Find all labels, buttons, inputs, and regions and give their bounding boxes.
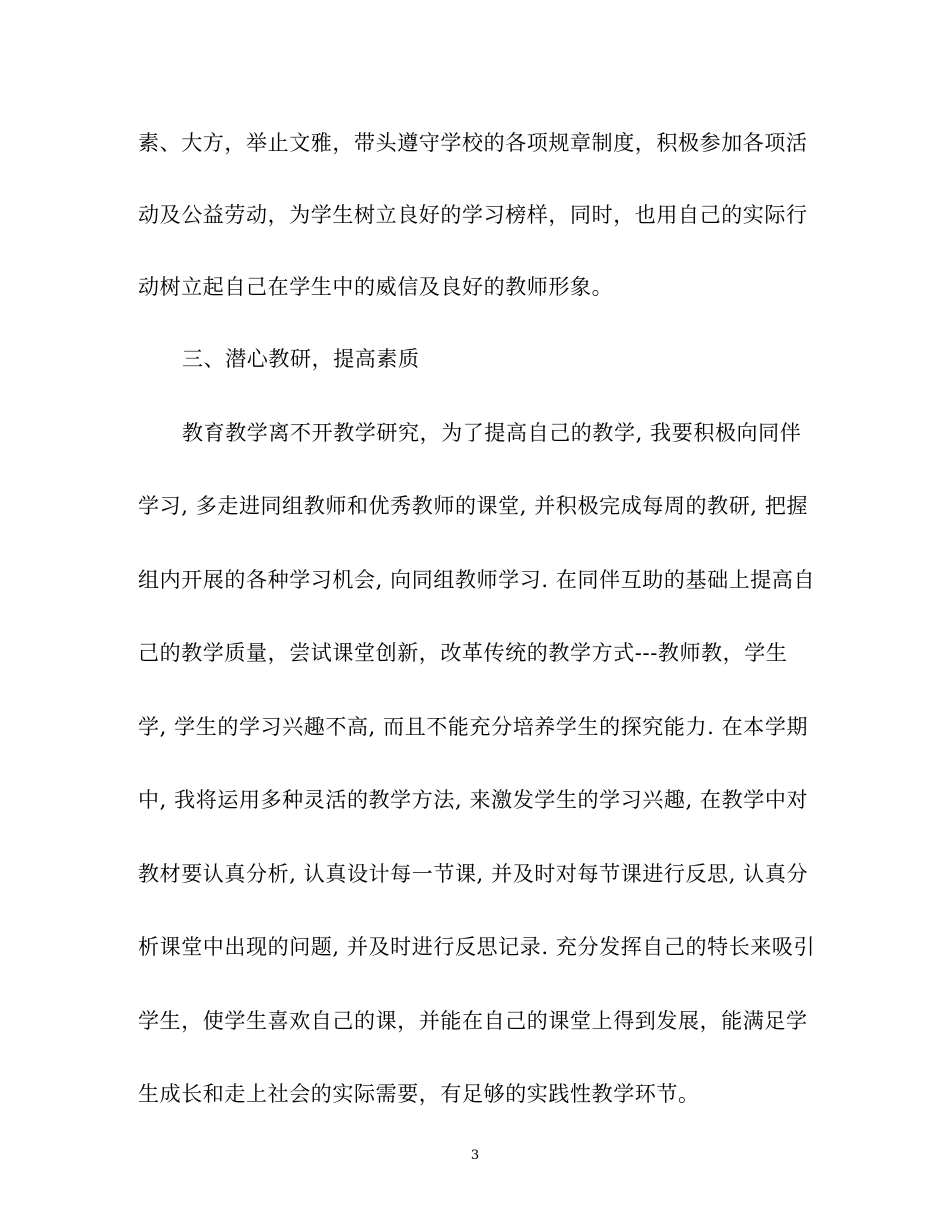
paragraph-line: 组内开展的各种学习机会, 向同组教师学习. 在同伴互助的基础上提高自 (138, 568, 816, 592)
section-heading: 三、潜心教研，提高素质 (182, 347, 420, 371)
page-number: 3 (470, 1148, 480, 1163)
paragraph-line: 教育教学离不开教学研究，为了提高自己的教学, 我要积极向同伴 (182, 421, 802, 445)
paragraph-line: 学习, 多走进同组教师和优秀教师的课堂, 并积极完成每周的教研, 把握 (138, 494, 809, 518)
paragraph-line: 动树立起自己在学生中的威信及良好的教师形象。 (138, 275, 614, 299)
paragraph-line: 素、大方，举止文雅，带头遵守学校的各项规章制度，积极参加各项活 (138, 131, 808, 155)
paragraph-line: 教材要认真分析, 认真设计每一节课, 并及时对每节课进行反思, 认真分 (138, 862, 809, 886)
paragraph-line: 己的教学质量，尝试课堂创新，改革传统的教学方式---教师教，学生 (138, 641, 788, 665)
paragraph-line: 生成长和走上社会的实际需要，有足够的实践性教学环节。 (138, 1082, 700, 1106)
paragraph-line: 学, 学生的学习兴趣不高, 而且不能充分培养学生的探究能力. 在本学期 (138, 715, 809, 739)
paragraph-line: 析课堂中出现的问题, 并及时进行反思记录. 充分发挥自己的特长来吸引 (138, 935, 816, 959)
paragraph-line: 动及公益劳动，为学生树立良好的学习榜样，同时，也用自己的实际行 (138, 203, 808, 227)
paragraph-line: 中, 我将运用多种灵活的教学方法, 来激发学生的学习兴趣, 在教学中对 (138, 788, 809, 812)
paragraph-line: 学生，使学生喜欢自己的课，并能在自己的课堂上得到发展，能满足学 (138, 1009, 808, 1033)
